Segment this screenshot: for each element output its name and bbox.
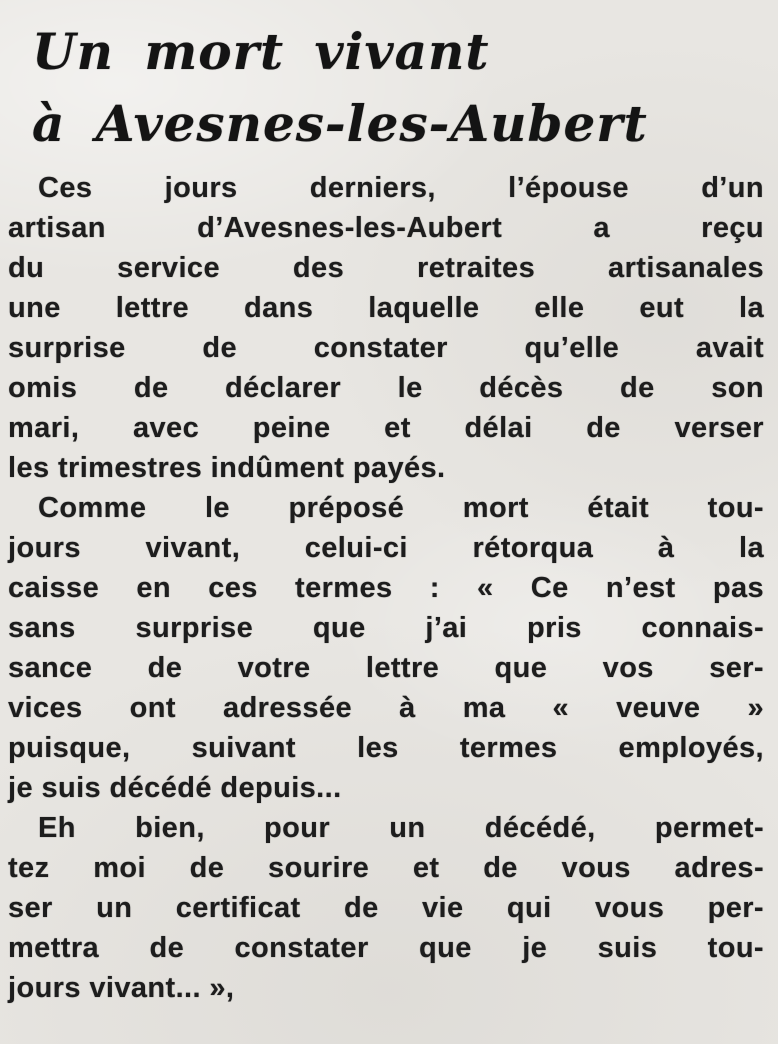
article-title [0,0,778,160]
article-line: omis de déclarer le décès de son [8,372,764,404]
article-line: tez moi de sourire et de vous adres- [8,852,764,884]
article-line: Eh bien, pour un décédé, permet- [38,812,764,844]
article-line: mettra de constater que je suis tou- [8,932,764,964]
article-line: Ces jours derniers, l’épouse d’un [38,172,764,204]
article-title-line-1: Un mort vivant [32,22,490,81]
article-line: je suis décédé depuis... [8,772,342,804]
article-line: caisse en ces termes : « Ce n’est pas [8,572,764,604]
article-line: puisque, suivant les termes employés, [8,732,764,764]
article-line: jours vivant... », [8,972,235,1004]
article-line: surprise de constater qu’elle avait [8,332,764,364]
article-line: jours vivant, celui-ci rétorqua à la [8,532,764,564]
article-line: du service des retraites artisanales [8,252,764,284]
article-line: artisan d’Avesnes-les-Aubert a reçu [8,212,764,244]
article-line: vices ont adressée à ma « veuve » [8,692,764,724]
article-line: mari, avec peine et délai de verser [8,412,764,444]
article-line: Comme le préposé mort était tou- [38,492,764,524]
article-line: sance de votre lettre que vos ser- [8,652,764,684]
article-body [0,168,778,1008]
article-title-line-2: à Avesnes-les-Aubert [32,94,648,153]
article-line: les trimestres indûment payés. [8,452,446,484]
article-line: ser un certificat de vie qui vous per- [8,892,764,924]
article-line: une lettre dans laquelle elle eut la [8,292,764,324]
article-line: sans surprise que j’ai pris connais- [8,612,764,644]
